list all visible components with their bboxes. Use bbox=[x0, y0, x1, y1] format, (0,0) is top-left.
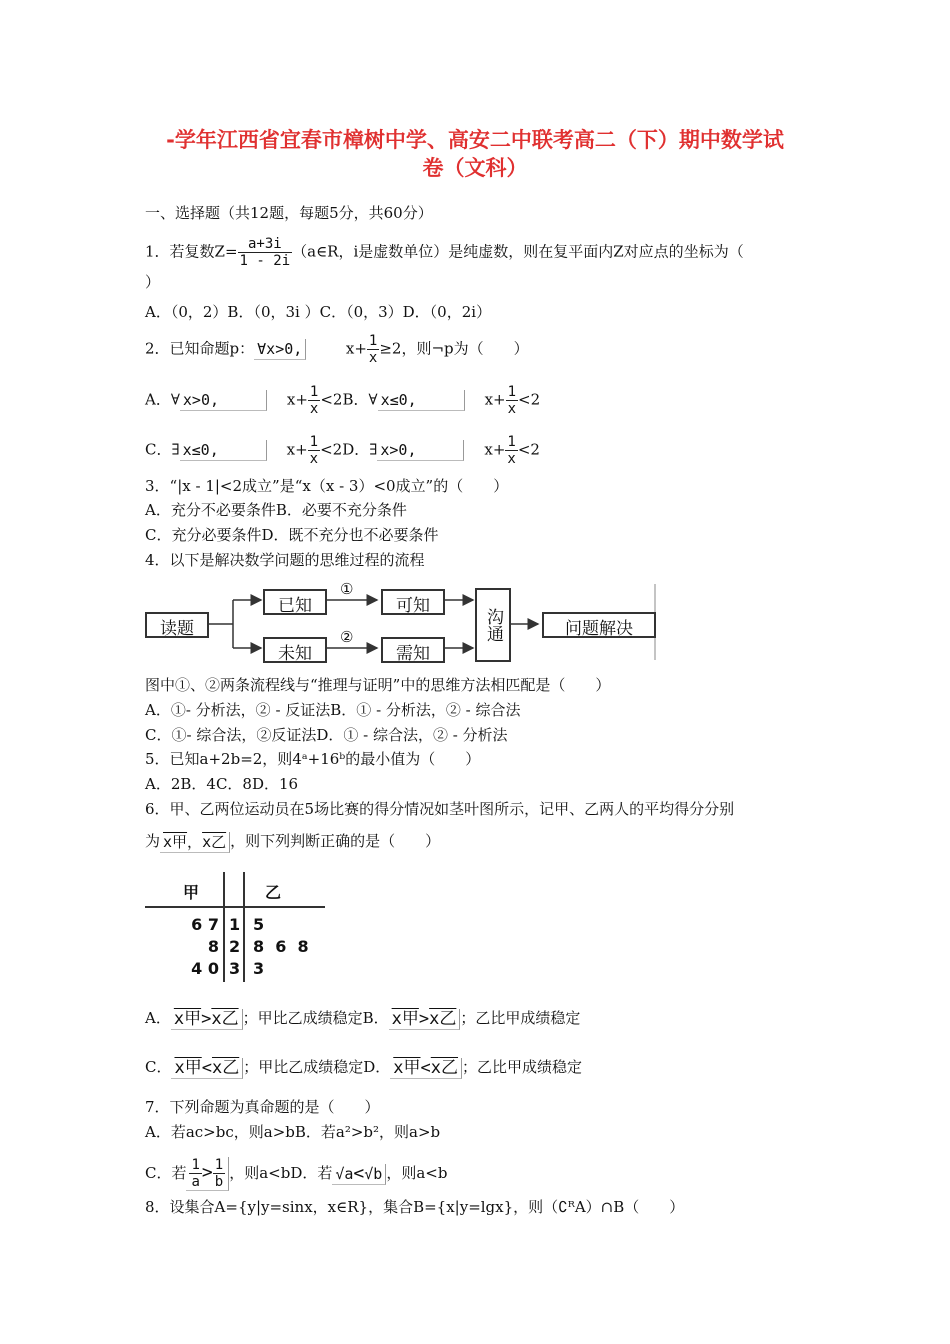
q6-a-label: A． bbox=[145, 1009, 171, 1027]
q2-a-num: 1 bbox=[309, 384, 319, 400]
flow-box-unknown: 未知 bbox=[263, 637, 327, 663]
q6-a-image bbox=[171, 1009, 243, 1030]
question-2 bbox=[145, 333, 529, 366]
plot-vertical-line-2 bbox=[243, 872, 245, 982]
question-8: 8．设集合A={y|y=sinx，x∈R}，集合B={x|y=lgx}，则（∁ᴿA）∩B（ ） bbox=[145, 1198, 685, 1216]
question-5: 5．已知a+2b=2，则4ᵃ+16ᵇ的最小值为（ ） bbox=[145, 750, 481, 768]
q6-c-xyi: x乙 bbox=[211, 1057, 240, 1078]
question-1 bbox=[145, 236, 744, 269]
q7-sqrt-a: √a bbox=[335, 1164, 354, 1183]
q1-options: A．（0，2）B．（0，3i ）C．（0，3）D．（0，2i） bbox=[145, 303, 492, 321]
q7-options-ab: A．若ac>bc，则a>bB．若a²>b²，则a>b bbox=[145, 1123, 441, 1141]
q2-fraction bbox=[367, 333, 379, 366]
q6-b-text: ；乙比甲成绩稳定 bbox=[460, 1009, 581, 1027]
plot-head-left: 甲 bbox=[183, 883, 200, 902]
q4-options-ab: A．①- 分析法，② - 反证法B．① - 分析法，② - 综合法 bbox=[145, 701, 521, 719]
q7-frac-b bbox=[213, 1157, 225, 1190]
stem-leaf-plot bbox=[145, 872, 327, 982]
plot-horizontal-line bbox=[145, 906, 325, 908]
q2-b-fraction bbox=[506, 384, 518, 417]
q2-frac-num: 1 bbox=[368, 333, 378, 349]
q2-b-num: 1 bbox=[507, 384, 517, 400]
section-header: 一、选择题（共12题，每题5分，共60分） bbox=[145, 204, 433, 222]
q2-c-expr: x+ bbox=[286, 440, 308, 459]
q2-d-expr: x+ bbox=[484, 440, 506, 459]
q3-options-cd: C．充分必要条件D．既不充分也不必要条件 bbox=[145, 526, 439, 544]
q2-ge: ≥2，则¬p为（ ） bbox=[379, 339, 529, 358]
q2-a-expr: x+ bbox=[286, 390, 308, 409]
flow-box-read: 读题 bbox=[145, 612, 209, 638]
q7-gt: > bbox=[201, 1162, 213, 1183]
plot-head-right: 乙 bbox=[265, 883, 282, 902]
q6-d-rel: < bbox=[420, 1057, 431, 1078]
q2-forall-image: ∀x>0, bbox=[254, 339, 306, 360]
question-6-line1: 6．甲、乙两位运动员在5场比赛的得分情况如茎叶图所示，记甲、乙两人的平均得分分别 bbox=[145, 800, 735, 818]
q7-frac-b-num: 1 bbox=[214, 1157, 224, 1173]
q2-a-end: <2B．∀ bbox=[320, 390, 378, 409]
q2-options-cd bbox=[145, 434, 540, 467]
q2-a-fraction bbox=[308, 384, 320, 417]
flow-box-solve: 问题解决 bbox=[542, 612, 656, 638]
q1-prefix: 1．若复数Z= bbox=[145, 242, 238, 261]
plot-row2-left: 8 bbox=[207, 937, 219, 956]
q2-b-expr: x+ bbox=[484, 390, 506, 409]
q7-frac-a-den: a bbox=[191, 1174, 200, 1190]
q6-b-image bbox=[389, 1009, 461, 1030]
flow-box-need-know: 需知 bbox=[381, 637, 445, 663]
plot-row3-right: 3 bbox=[253, 959, 265, 978]
q7-c-image bbox=[186, 1157, 229, 1191]
question-4: 4．以下是解决数学问题的思维过程的流程 bbox=[145, 551, 425, 569]
plot-row2-right: 8 6 8 bbox=[253, 937, 309, 956]
q4-question: 图中①、②两条流程线与“推理与证明”中的思维方法相匹配是（ ） bbox=[145, 676, 611, 694]
q2-frac-den: x bbox=[368, 350, 378, 366]
q1-continuation: ） bbox=[145, 273, 161, 291]
q6-d-image bbox=[390, 1058, 462, 1079]
plot-row2-stem: 2 bbox=[229, 937, 241, 956]
q6-c-rel: < bbox=[201, 1057, 212, 1078]
q2-c-quantifier: x≤0, bbox=[180, 440, 267, 461]
q6-a-xjia: x甲 bbox=[173, 1008, 202, 1029]
plot-row1-left: 6 7 bbox=[191, 915, 219, 934]
q2-d-quantifier: x>0, bbox=[377, 440, 464, 461]
q3-options-ab: A．充分不必要条件B．必要不充分条件 bbox=[145, 501, 407, 519]
q2-d-end: <2 bbox=[517, 440, 540, 459]
q7-frac-b-den: b bbox=[214, 1174, 224, 1190]
question-7: 7．下列命题为真命题的是（ ） bbox=[145, 1098, 380, 1116]
q2-a-label: A．∀ bbox=[145, 390, 180, 409]
q2-c-end: <2D．∃ bbox=[320, 440, 378, 459]
q7-d-end: ，则a<b bbox=[386, 1164, 448, 1182]
q6-xjia: x甲 bbox=[163, 832, 188, 851]
doc-title-line1: -学年江西省宜春市樟树中学、高安二中联考高二（下）期中数学试 bbox=[166, 128, 784, 152]
q6-c-label: C． bbox=[145, 1058, 172, 1076]
question-3: 3．“|x - 1|<2成立”是“x（x - 3）<0成立”的（ ） bbox=[145, 477, 509, 495]
plot-row1-right: 5 bbox=[253, 915, 265, 934]
q6-c-text: ；甲比乙成绩稳定D． bbox=[243, 1058, 391, 1076]
q6-mean-image: x甲，x乙 bbox=[160, 832, 230, 853]
q6-a-rel: > bbox=[201, 1008, 212, 1029]
q2-b-quantifier: x≤0, bbox=[378, 390, 465, 411]
doc-title-line2: 卷（文科） bbox=[422, 156, 528, 180]
q2-d-den: x bbox=[507, 451, 516, 467]
q6-xyi: x乙 bbox=[202, 832, 227, 851]
q6-d-xyi: x乙 bbox=[430, 1057, 459, 1078]
flowchart bbox=[145, 580, 660, 662]
plot-vertical-line-1 bbox=[223, 872, 225, 982]
plot-row3-stem: 3 bbox=[229, 959, 241, 978]
q2-c-label: C．∃ bbox=[145, 440, 180, 459]
q1-denominator: 1 - 2i bbox=[239, 253, 291, 269]
q2-c-den: x bbox=[309, 451, 319, 467]
q6-options-ab bbox=[145, 1008, 580, 1030]
flow-label-circle1: ① bbox=[340, 580, 354, 598]
question-6-line2 bbox=[145, 831, 440, 853]
plot-row1-stem: 1 bbox=[229, 915, 241, 934]
q4-options-cd: C．①- 综合法，②反证法D．① - 综合法，② - 分析法 bbox=[145, 726, 508, 744]
q6-c-xjia: x甲 bbox=[174, 1057, 202, 1078]
q2-c-fraction bbox=[308, 434, 320, 467]
q6-b-xjia: x甲 bbox=[391, 1008, 419, 1029]
flow-label-circle2: ② bbox=[340, 628, 354, 646]
q2-b-den: x bbox=[507, 401, 517, 417]
q1-suffix: （a∈R，i是虚数单位）是纯虚数，则在复平面内Z对应点的坐标为（ bbox=[292, 242, 744, 261]
flow-box-communicate: 沟通 bbox=[475, 588, 511, 662]
q7-d-image bbox=[332, 1164, 386, 1185]
q2-d-num: 1 bbox=[507, 434, 516, 450]
q7-options-cd bbox=[145, 1157, 447, 1191]
q7-c-label: C．若 bbox=[145, 1164, 187, 1182]
flow-box-known: 已知 bbox=[263, 589, 327, 615]
plot-row3-left: 4 0 bbox=[191, 959, 219, 978]
q5-options: A．2B．4C．8D．16 bbox=[145, 775, 299, 793]
q6-d-xjia: x甲 bbox=[393, 1057, 421, 1078]
q6-options-cd bbox=[145, 1057, 582, 1079]
q7-lt: < bbox=[353, 1162, 365, 1184]
q2-b-end: <2 bbox=[518, 390, 541, 409]
q6-b-rel: > bbox=[418, 1008, 430, 1029]
q7-sqrt-b: √b bbox=[364, 1164, 383, 1183]
q2-d-fraction bbox=[505, 434, 517, 467]
q1-numerator: a+3i bbox=[238, 236, 293, 253]
q2-prefix: 2．已知命题p： bbox=[145, 339, 255, 358]
q6-a-text: ；甲比乙成绩稳定B． bbox=[242, 1009, 389, 1027]
q2-c-num: 1 bbox=[309, 434, 319, 450]
q6-suffix: ，则下列判断正确的是（ ） bbox=[230, 832, 441, 850]
q6-prefix: 为 bbox=[145, 832, 161, 850]
q6-d-text: ；乙比甲成绩稳定 bbox=[462, 1058, 583, 1076]
q7-frac-a-num: 1 bbox=[191, 1157, 200, 1173]
q2-a-den: x bbox=[309, 401, 319, 417]
q7-c-mid: ，则a<bD．若 bbox=[229, 1164, 333, 1182]
q2-options-ab bbox=[145, 384, 540, 417]
q1-fraction bbox=[238, 236, 293, 269]
q7-frac-a bbox=[189, 1157, 201, 1190]
q6-a-xyi: x乙 bbox=[211, 1008, 239, 1029]
q6-b-xyi: x乙 bbox=[429, 1008, 457, 1029]
flow-box-can-know: 可知 bbox=[381, 589, 445, 615]
q2-expr: x+ bbox=[345, 339, 367, 358]
q2-a-quantifier: x>0, bbox=[180, 390, 267, 411]
q6-c-image bbox=[171, 1058, 243, 1079]
